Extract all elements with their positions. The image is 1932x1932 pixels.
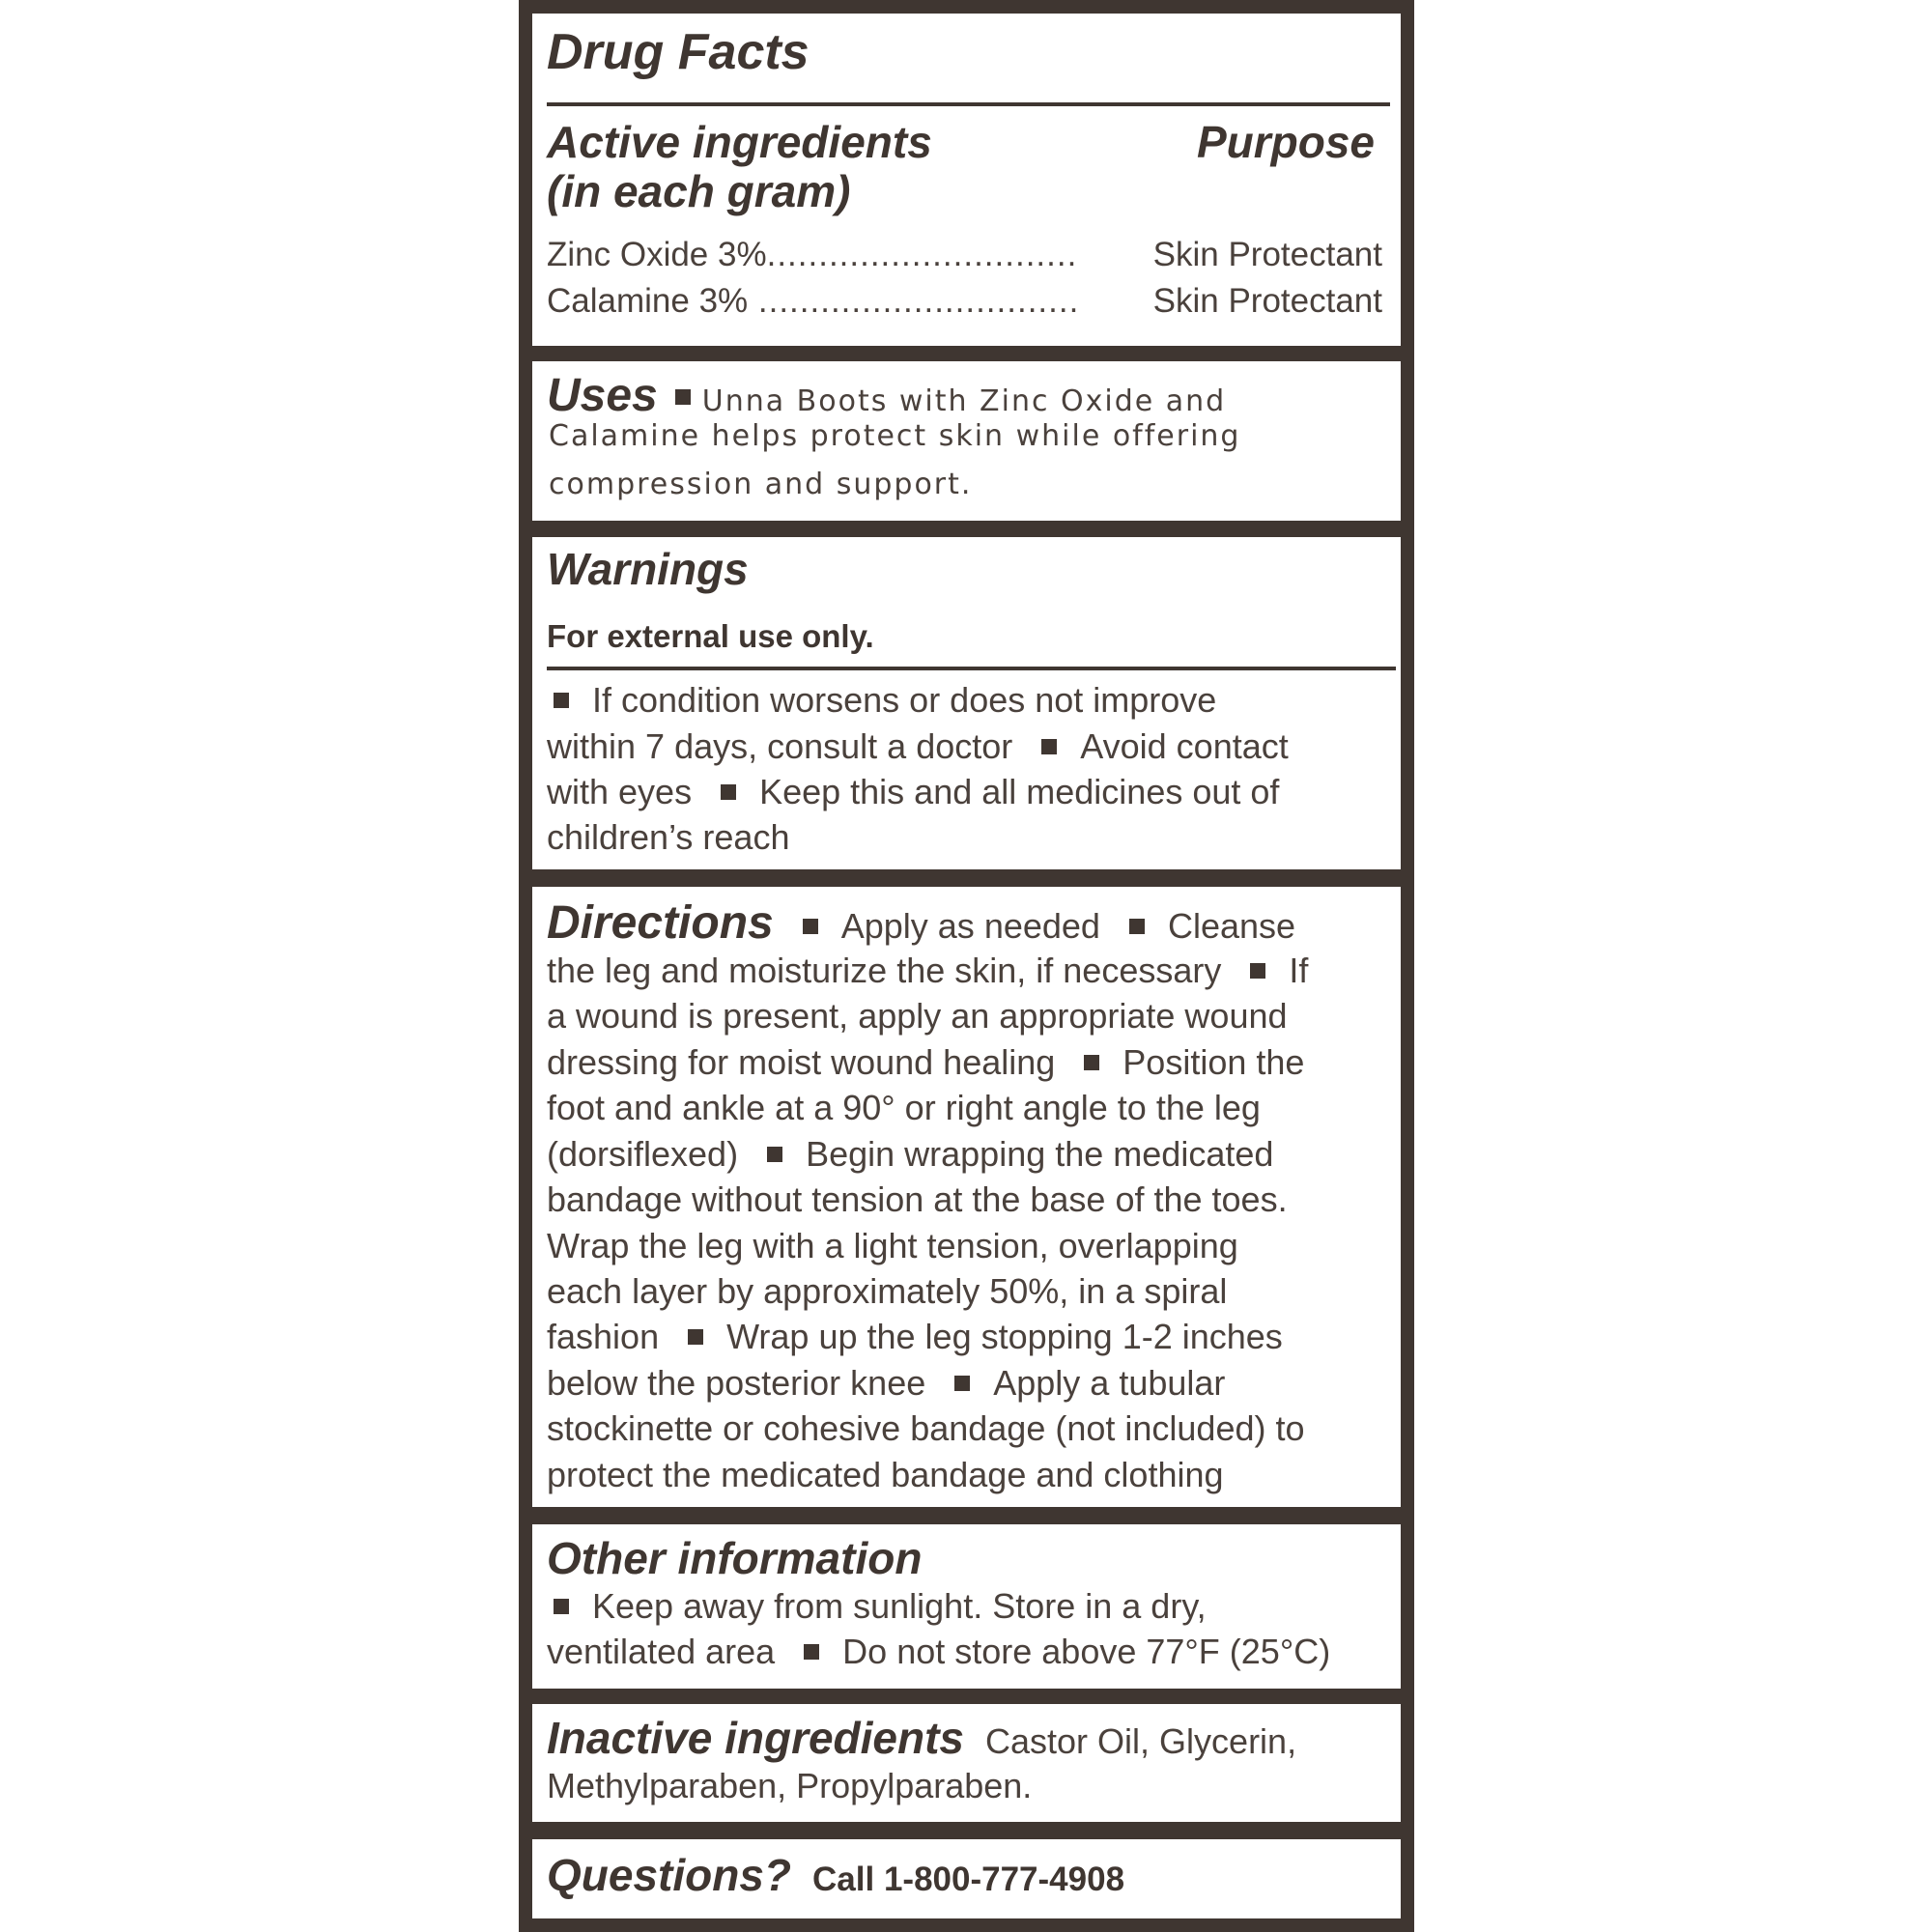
leader-dots: .............................. xyxy=(766,236,1078,273)
directions-line: (dorsiflexed) Begin wrapping the medicated xyxy=(547,1134,1274,1174)
directions-line: Wrap the leg with a light tension, overlapping xyxy=(547,1226,1238,1265)
directions-line: below the posterior knee Apply a tubular xyxy=(547,1363,1226,1403)
inactive-ingredients-section xyxy=(532,1704,1401,1822)
questions-section xyxy=(532,1839,1401,1918)
directions-line: dressing for moist wound healing Position the xyxy=(547,1042,1305,1082)
uses-line-2: Calamine helps protect skin while offering xyxy=(549,419,1241,453)
active-ingredients-section xyxy=(532,14,1401,346)
questions-line xyxy=(547,1849,1124,1901)
other-information-heading: Other information xyxy=(547,1533,923,1583)
ingredient-purpose: Skin Protectant xyxy=(1152,282,1382,320)
directions-line: fashion Wrap up the leg stopping 1-2 inches xyxy=(547,1317,1283,1356)
other-line: Keep away from sunlight. Store in a dry, xyxy=(547,1586,1207,1627)
uses-line-1 xyxy=(547,369,1226,422)
phone-number: Call 1-800-777-4908 xyxy=(812,1861,1125,1898)
drug-facts-panel xyxy=(519,0,1414,1932)
directions-section xyxy=(532,887,1401,1507)
directions-heading: Directions xyxy=(547,897,774,949)
warnings-line: with eyes Keep this and all medicines out of xyxy=(547,772,1280,811)
other-line: ventilated area Do not store above 77°F (25°C) xyxy=(547,1632,1331,1671)
inactive-ingredients-heading: Inactive ingredients xyxy=(547,1713,965,1763)
warnings-heading: Warnings xyxy=(547,544,749,594)
purpose-heading: Purpose xyxy=(1196,117,1375,167)
directions-line: stockinette or cohesive bandage (not included) to xyxy=(547,1408,1305,1448)
leader-dots: ............................... xyxy=(748,282,1080,320)
warnings-divider xyxy=(547,667,1396,670)
directions-line: protect the medicated bandage and clothing xyxy=(547,1455,1224,1494)
ingredient-row xyxy=(547,236,1382,274)
ingredient-purpose: Skin Protectant xyxy=(1152,236,1382,273)
uses-text: Unna Boots with Zinc Oxide and xyxy=(701,384,1227,418)
warnings-line: children’s reach xyxy=(547,817,790,857)
inactive-line: Methylparaben, Propylparaben. xyxy=(547,1766,1033,1805)
directions-line: Directions Apply as needed Cleanse xyxy=(547,897,1296,949)
bullet-icon xyxy=(675,389,691,405)
warnings-section xyxy=(532,537,1401,869)
bullet-icon xyxy=(688,1329,703,1345)
ingredient-name: Calamine 3% xyxy=(547,282,749,320)
active-ingredients-heading: Active ingredients xyxy=(547,117,932,167)
uses-section xyxy=(532,361,1401,521)
warnings-line: If condition worsens or does not improve xyxy=(547,680,1216,721)
title-divider xyxy=(547,102,1390,106)
drug-facts-title: Drug Facts xyxy=(547,24,810,80)
bullet-icon xyxy=(554,1599,569,1614)
bullet-icon xyxy=(803,919,818,934)
bullet-icon xyxy=(1129,919,1145,934)
bullet-icon xyxy=(804,1644,819,1660)
directions-line: a wound is present, apply an appropriate wound xyxy=(547,996,1288,1036)
warnings-line: within 7 days, consult a doctor Avoid contact xyxy=(547,726,1289,766)
ingredient-row xyxy=(547,282,1382,321)
directions-line: each layer by approximately 50%, in a spiral xyxy=(547,1271,1228,1311)
other-information-section xyxy=(532,1524,1401,1689)
uses-heading: Uses xyxy=(547,370,658,421)
bullet-icon xyxy=(954,1376,970,1391)
ingredient-name: Zinc Oxide 3% xyxy=(547,236,767,273)
questions-heading: Questions? xyxy=(547,1850,792,1900)
uses-line-3: compression and support. xyxy=(549,468,973,501)
external-use-note: For external use only. xyxy=(547,618,874,654)
bullet-icon xyxy=(1084,1055,1099,1070)
bullet-icon xyxy=(1250,963,1265,979)
bullet-icon xyxy=(554,693,569,708)
directions-line: foot and ankle at a 90° or right angle to the leg xyxy=(547,1088,1261,1127)
inactive-line: Inactive ingredients Castor Oil, Glycerin, xyxy=(547,1713,1297,1763)
active-ingredients-subheading: (in each gram) xyxy=(547,166,851,216)
directions-line: bandage without tension at the base of the toes. xyxy=(547,1179,1288,1219)
directions-line: the leg and moisturize the skin, if necessary If xyxy=(547,951,1309,990)
bullet-icon xyxy=(721,784,736,800)
bullet-icon xyxy=(767,1147,782,1162)
bullet-icon xyxy=(1041,739,1057,754)
